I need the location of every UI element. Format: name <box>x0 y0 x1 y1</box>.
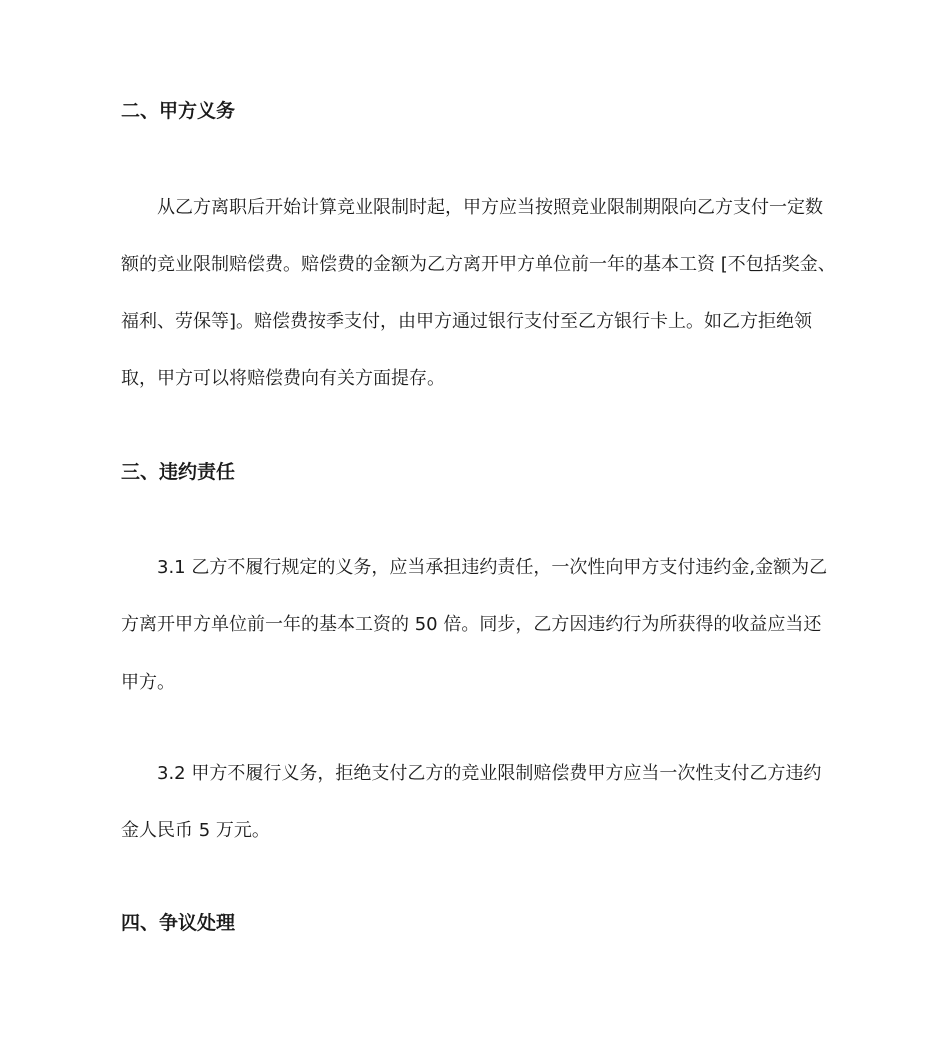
paragraph-line: 取，甲方可以将赔偿费向有关方面提存。 <box>121 368 445 389</box>
paragraph-line: 3.2 甲方不履行义务，拒绝支付乙方的竞业限制赔偿费甲方应当一次性支付乙方违约 <box>157 763 822 784</box>
paragraph-line: 方离开甲方单位前一年的基本工资的 50 倍。同步，乙方因违约行为所获得的收益应当还 <box>121 614 822 635</box>
section-heading-obligations: 二、甲方义务 <box>121 100 236 122</box>
section-heading-dispute-resolution: 四、争议处理 <box>121 912 236 934</box>
paragraph-line: 额的竞业限制赔偿费。赔偿费的金额为乙方离开甲方单位前一年的基本工资 [不包括奖金、 <box>121 254 836 275</box>
paragraph-line: 福利、劳保等]。赔偿费按季支付，由甲方通过银行支付至乙方银行卡上。如乙方拒绝领 <box>121 311 813 332</box>
paragraph-line: 从乙方离职后开始计算竞业限制时起，甲方应当按照竞业限制期限向乙方支付一定数 <box>157 197 823 218</box>
paragraph-line: 3.1 乙方不履行规定的义务，应当承担违约责任，一次性向甲方支付违约金,金额为乙 <box>157 557 828 578</box>
section-heading-breach-liability: 三、违约责任 <box>121 461 236 483</box>
paragraph-line: 甲方。 <box>121 672 175 693</box>
paragraph-line: 金人民币 5 万元。 <box>121 820 270 841</box>
